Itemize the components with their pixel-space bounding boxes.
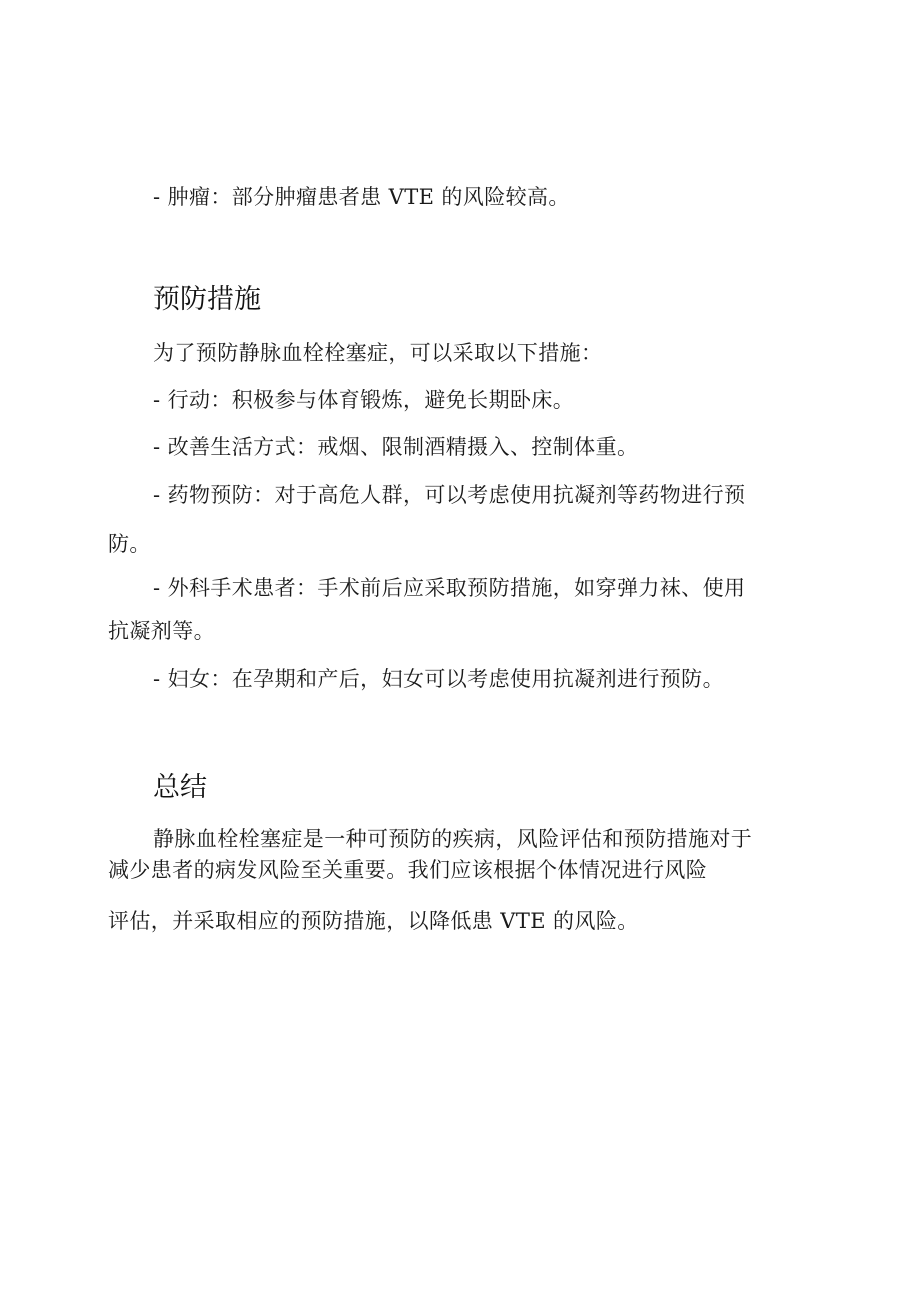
prevention-item-surgery-line1: - 外科手术患者：手术前后应采取预防措施，如穿弹力袜、使用: [153, 576, 746, 600]
summary-heading: 总结: [153, 772, 207, 803]
prevention-item-surgery-line2: 抗凝剂等。: [108, 619, 215, 643]
tumor-risk-item: - 肿瘤：部分肿瘤患者患 VTE 的风险较高。: [153, 185, 570, 209]
prevention-item-activity: - 行动：积极参与体育锻炼，避免长期卧床。: [153, 388, 575, 412]
summary-line3: 评估，并采取相应的预防措施，以降低患 VTE 的风险。: [108, 909, 639, 933]
prevention-item-lifestyle: - 改善生活方式：戒烟、限制酒精摄入、控制体重。: [153, 435, 639, 459]
prevention-intro: 为了预防静脉血栓栓塞症，可以采取以下措施：: [153, 341, 603, 365]
prevention-item-drug-line1: - 药物预防：对于高危人群，可以考虑使用抗凝剂等药物进行预: [153, 483, 746, 507]
summary-line2: 减少患者的病发风险至关重要。我们应该根据个体情况进行风险: [108, 858, 708, 882]
prevention-item-drug-line2: 防。: [108, 532, 151, 556]
summary-line1: 静脉血栓栓塞症是一种可预防的疾病，风险评估和预防措施对于: [153, 827, 753, 851]
prevention-item-women: - 妇女：在孕期和产后，妇女可以考虑使用抗凝剂进行预防。: [153, 667, 724, 691]
prevention-heading: 预防措施: [153, 284, 261, 315]
